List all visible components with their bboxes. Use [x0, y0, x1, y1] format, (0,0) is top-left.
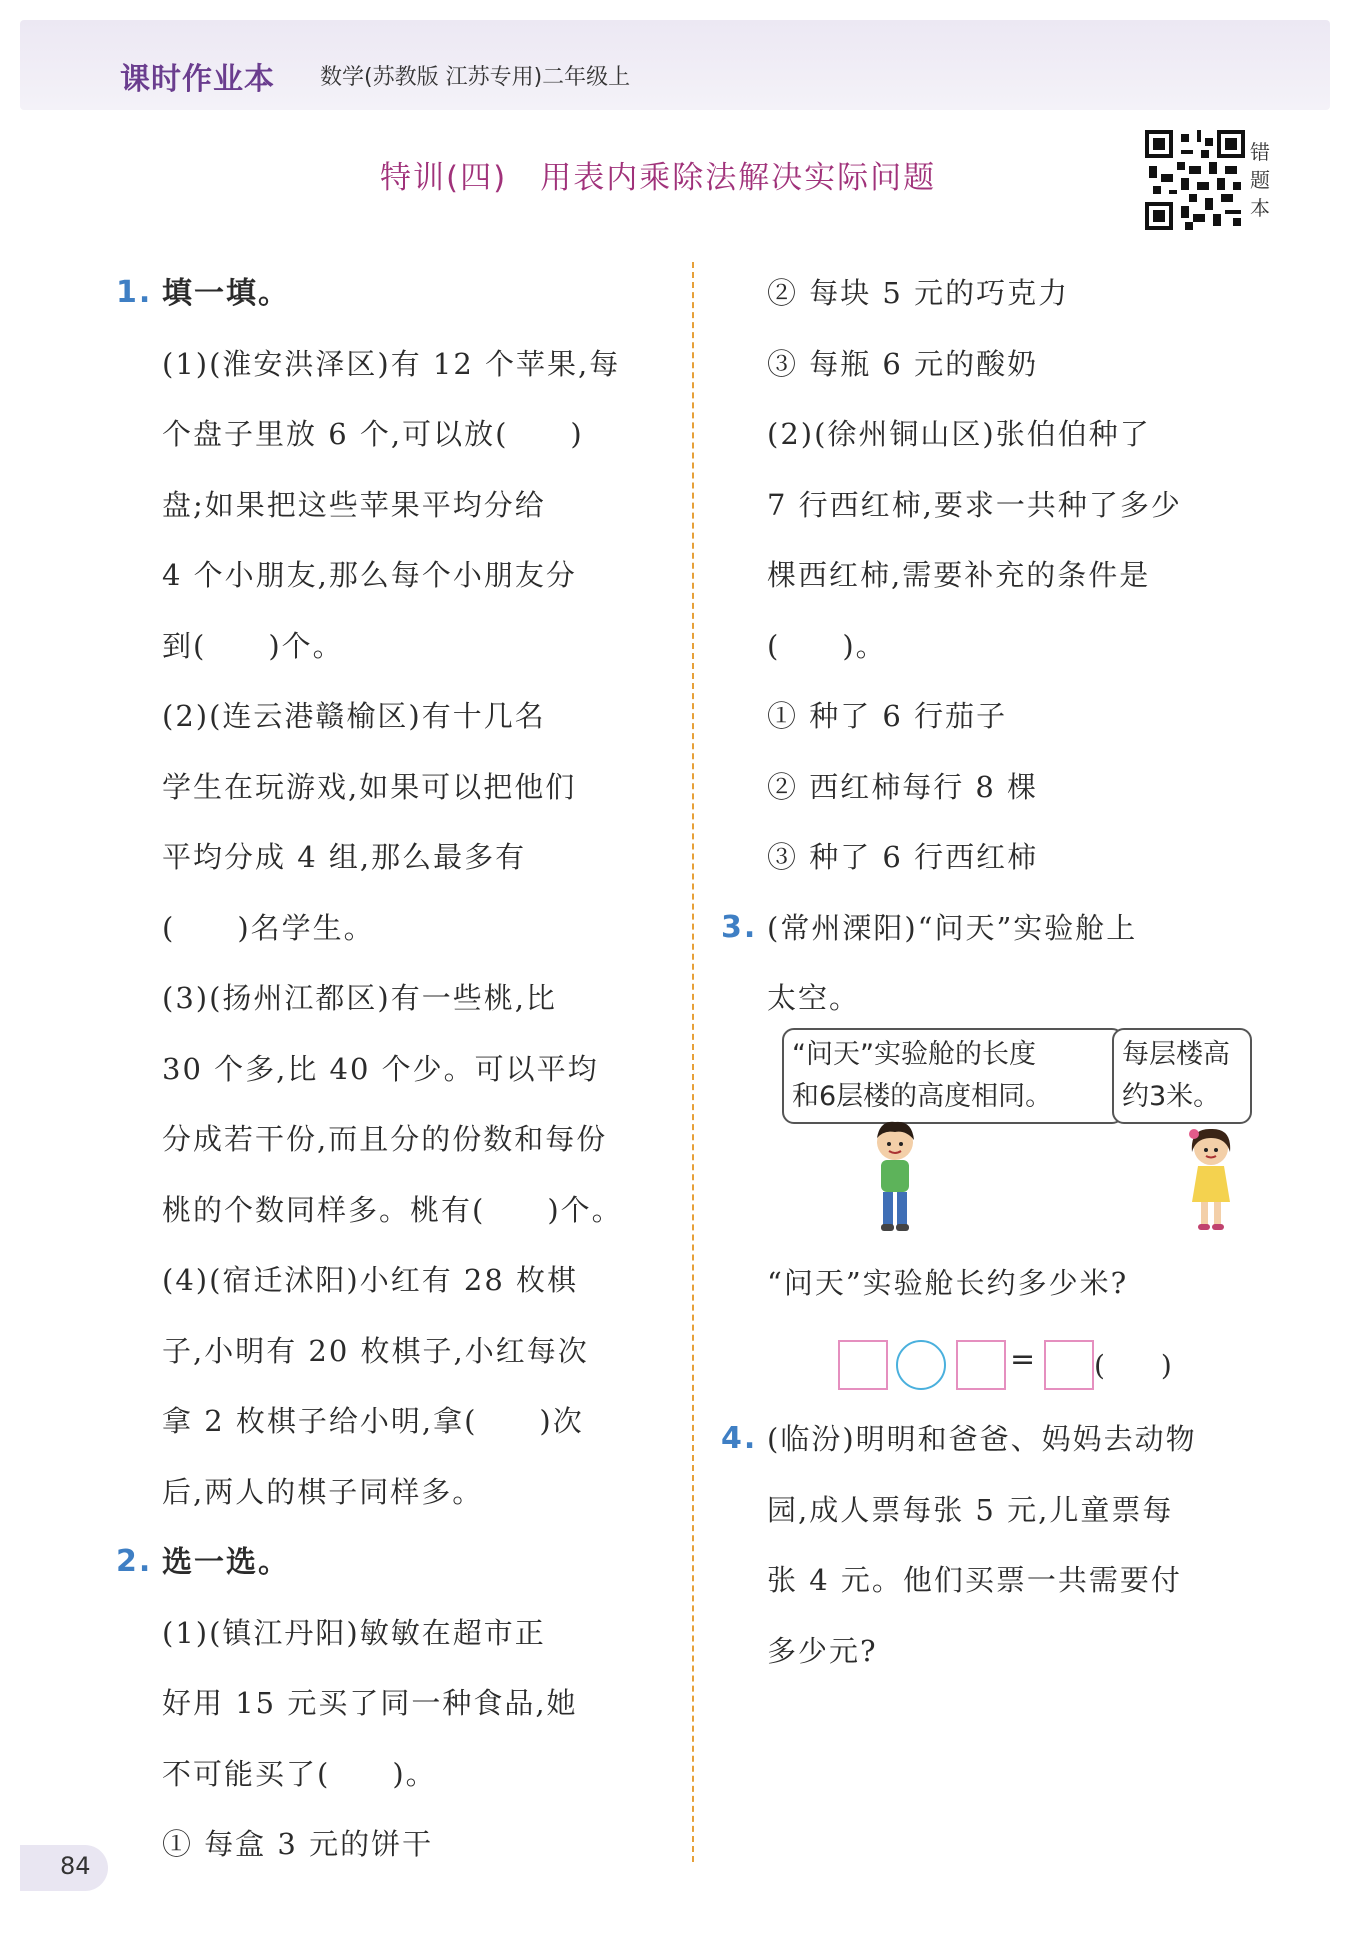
question-heading [116, 1527, 680, 1598]
text-line: ③ 种了 6 行西红柿 [767, 840, 1039, 874]
text-line: 个盘子里放 6 个,可以放( ) [162, 417, 584, 451]
text-line: 平均分成 4 组,那么最多有 [162, 840, 527, 874]
question-text: (临汾)明明和爸爸、妈妈去动物 [767, 1422, 1197, 1456]
text-line: 拿 2 枚棋子给小明,拿( )次 [162, 1404, 584, 1438]
right-column [721, 258, 1285, 1034]
text-line: 好用 15 元买了同一种食品,她 [162, 1686, 578, 1720]
text-line: 分成若干份,而且分的份数和每份 [162, 1122, 608, 1156]
text-line: 张 4 元。他们买票一共需要付 [767, 1563, 1182, 1597]
left-column [116, 258, 680, 1880]
qr-caption: 错题本 [1250, 140, 1270, 220]
answer-equation [838, 1340, 1238, 1390]
text-line: 子,小明有 20 枚棋子,小红每次 [162, 1333, 589, 1368]
unit-blank[interactable]: ( ) [1094, 1349, 1172, 1382]
page-number: 84 [60, 1852, 91, 1880]
book-brand: 课时作业本 [120, 62, 275, 97]
boy-illustration [860, 1118, 930, 1236]
question-number: 1. [116, 275, 153, 310]
answer-box[interactable] [1044, 1340, 1094, 1390]
page-title: 特训(四) 用表内乘除法解决实际问题 [380, 160, 937, 196]
text-line: (1)(镇江丹阳)敏敏在超市正 [162, 1615, 546, 1650]
question-number: 4. [721, 1421, 758, 1456]
text-line: 园,成人票每张 5 元,儿童票每 [767, 1492, 1174, 1527]
text-line: ( )。 [767, 628, 887, 663]
text-line: 棵西红柿,需要补充的条件是 [767, 558, 1151, 592]
text-line: (2)(徐州铜山区)张伯伯种了 [767, 417, 1151, 451]
text-line: 不可能买了( )。 [162, 1756, 437, 1791]
bubble-line: 约3米。 [1122, 1081, 1221, 1112]
girl-illustration [1180, 1124, 1242, 1234]
text-line: ③ 每瓶 6 元的酸奶 [767, 346, 1039, 381]
speech-bubble-boy [782, 1028, 1124, 1124]
text-line: (3)(扬州江都区)有一些桃,比 [162, 981, 557, 1015]
column-divider [692, 262, 694, 1862]
q4-block [721, 1404, 1285, 1686]
text-line: 桃的个数同样多。桃有( )个。 [162, 1192, 623, 1227]
text-line: 到( )个。 [162, 628, 344, 663]
bubble-line: “问天”实验舱的长度 [792, 1039, 1036, 1070]
text-line: ② 西红柿每行 8 棵 [767, 769, 1039, 804]
answer-box[interactable] [956, 1340, 1006, 1390]
q3-question: “问天”实验舱长约多少米? [767, 1266, 1129, 1300]
question-number: 2. [116, 1544, 153, 1579]
question-text: (常州溧阳)“问天”实验舱上 [767, 910, 1138, 945]
bubble-line: 每层楼高 [1122, 1039, 1230, 1070]
bubble-line: 和6层楼的高度相同。 [792, 1081, 1053, 1112]
text-line: 太空。 [767, 981, 861, 1015]
question-text: 填一填。 [162, 276, 290, 311]
question-number: 3. [721, 909, 758, 945]
text-line: 学生在玩游戏,如果可以把他们 [162, 769, 577, 804]
text-line: (1)(淮安洪泽区)有 12 个苹果,每 [162, 346, 621, 381]
question-heading [721, 1404, 1285, 1475]
answer-box[interactable] [838, 1340, 888, 1390]
question-heading [116, 258, 680, 329]
equal-sign: = [1010, 1342, 1036, 1377]
text-line: ② 每块 5 元的巧克力 [767, 276, 1070, 310]
text-line: 盘;如果把这些苹果平均分给 [162, 487, 546, 522]
text-line: (2)(连云港赣榆区)有十几名 [162, 699, 546, 733]
text-line: ( )名学生。 [162, 910, 375, 945]
text-line: 多少元? [767, 1633, 878, 1668]
text-line: (4)(宿迁沭阳)小红有 28 枚棋 [162, 1263, 579, 1297]
speech-bubble-girl [1112, 1028, 1252, 1124]
qr-code-icon[interactable] [1145, 130, 1245, 230]
operator-circle[interactable] [896, 1340, 946, 1390]
text-line: 后,两人的棋子同样多。 [162, 1474, 484, 1509]
text-line: 7 行西红柿,要求一共种了多少 [767, 487, 1182, 522]
text-line: 30 个多,比 40 个少。可以平均 [162, 1051, 599, 1086]
text-line: 4 个小朋友,那么每个小朋友分 [162, 558, 577, 592]
text-line: ① 种了 6 行茄子 [767, 699, 1008, 733]
book-subject: 数学(苏教版 江苏专用)二年级上 [320, 65, 631, 90]
text-line: ① 每盒 3 元的饼干 [162, 1827, 434, 1861]
question-text: 选一选。 [162, 1545, 290, 1580]
question-heading [721, 893, 1285, 964]
